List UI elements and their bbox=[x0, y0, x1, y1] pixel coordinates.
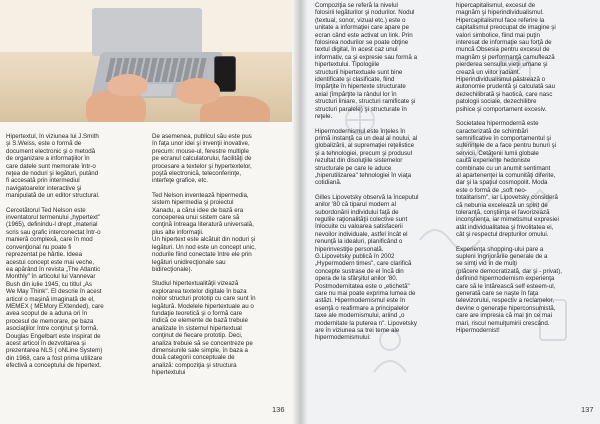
right-hand bbox=[176, 78, 220, 104]
page-number-right: 137 bbox=[581, 405, 594, 414]
paragraph: Compoziţia se referă la nivelul folosirii legăturilor şi nodurilor. Nodul (textual, sonor, vizual etc.) este o unitate a informaţiei care apare pe ecran când este activat un link. Prin folosirea nodurilor se poate obţine textul digital, în acest caz unul informativ, ca şi expresie sau formă a hipertextului. Tipologiile structurii hipertextuale sunt bine identificate şi clasificate, fiind împărţite în hipertexte structurate axial (împărţite la rândul lor în structuri liniare, structuri ramificate şi structuri paralele) şi structurate în reţele. bbox=[315, 2, 418, 121]
right-column-2 bbox=[456, 2, 592, 341]
laptop-photo bbox=[0, 0, 292, 122]
paragraph: Experienţa shopping-ului pare a supleni îngrijorările generale de a se simţi vid în de mulţi (plăcere democratizată, dar şi - privat), definind hipermodernism experienţa care să le întărească self esteem-ul, generată care se naşte în faţa televizorului, respectiv a reclamelor, devine o generaţie hiperconsumistă, care are impresia că mai ţin ce mai mari, riscul nemulţumirii crescând. Hipermodernist! bbox=[456, 245, 562, 335]
paragraph: Gilles Lipovetsky observă la începutul anilor '80 că tiparul modern al subordonării individului faţă de regulile raţionalităţii colective sunt înlocuite cu valoarea satisfacerii nevoilor individuale, astfel încât el renunţă la idealuri, planificând o hiperinvestiţie personală. G.Lipovetsky publică în 2002 „Hypermodern times", care clarifică concepte sustrase de el încă din opera de la sfârşitul anilor '80. Postmodernitatea este o „etichetă" care nu mai poate exprima lumea de astăzi. Hipermodernismul este în esenţă o reafirmare a principalelor taxe ale modernismului, ariind „o modernitate la puterea n". Lipovetsky are în viziunea sa trei teme ale hipermodernismului: bbox=[315, 193, 419, 342]
paragraph: Societatea hipermodernă este caracterizată de schimbări semnificative în comportamentul şi suferinţele de a face pentru bunuri şi servicii. Cetăţenii lumii globale caută experienţe hedoniste combinate cu un anumit sentimant al apartenenţei la comunităţi diferite, dar şi la spaţiul cosmopolit. Moda este o formă de „soft neo- totalitarism", iar Lipovetsky consideră că nebunia excelează un spirit de toleranţă, conştiinţa ei favorizează inconştienţa, iar mimetismul expresiei atât individualitatea şi frivolitatea ei, cât şi respectul drepturilor omului. bbox=[456, 120, 559, 239]
paragraph: hipercapitalismul, excesul de magnăm şi hiperindividualismul. Hipercapitalismul face referire la capitalismul preocupat de imagine şi valori simbolice, fiind mai puţin interesat de informaţie sau forţă de muncă Obsesia pentru excesul de magnăm şi performanţă camuflează pierderea sensului vieţii umane şi crează un viitor radiant. Hiperindividualismul păstrează o autonomie prudentă şi calculată sau dezechilibrată şi haotică, care nasc patologii sociale, dezechilibre psihice şi comportament excesiv. bbox=[456, 2, 556, 113]
paragraph: Studiul hipertextualităţii vizează explorarea textelor digitale în baza noilor structuri prototip cu care sunt în legătură. Modelele hipertextuale au o fundaţie teoretică şi o formă care indică ce elemente de bază trebuie analizate în sistemul hipertextual conţinut de fiecare prototip. Deci, analiza trebuie să se concentreze pe dimensiunile sale simple, în baza a două categorii conceptuale de analiză: compoziţia şi structura hipertextului bbox=[152, 280, 256, 377]
laptop-lid bbox=[92, 8, 202, 56]
left-column-1 bbox=[6, 133, 134, 377]
paragraph: De asemenea, publicul său este pus în faţa unor idei şi invenţii inovative, precum: mouse-ul, ferestre multiple pe ecranul calculatorului, facilităţi de procesare a textelor şi hypertextelor, poştă electronică, teleconferinţe, interfeţe grafice, etc. bbox=[152, 133, 252, 185]
paragraph: Ted Nelson inventează hipermedia, sistem hipermedia şi proiectul Xanadu, a cărui idee de bază era conceperea unui sistem care să conţină întreaga literatură universală, plus alte informaţii. Un hipertext este alcătuit din noduri şi legături. Un nod este un concept unic, nodurile fiind conectate între ele prin legături unidirecţionale sau bidirecţionale). bbox=[152, 191, 256, 273]
left-hand bbox=[108, 74, 148, 96]
left-column-2 bbox=[152, 133, 284, 384]
page-number-left: 136 bbox=[272, 405, 285, 414]
user-icon-body bbox=[374, 361, 406, 372]
paragraph: Hipertextul, în viziunea lui J.Smith şi S.Weiss, este o formă de document electronic şi o metodă de organizare a informaţiilor în care datele sunt memorate într-o reţea de noduri şi legături, putând fi accesată prin intermediul navigatoarelor interactive şi manipulată de un editor structural. bbox=[6, 133, 100, 200]
paragraph: Hipermodernismul este înţeles în primă instanţă ca un deal al noului, al globalizării, al supremaţiei reţelistice şi a tehnologiei, precum şi produsul rezultat din disoluţiile sistemelor structurale pe care le aduce „hiperutilizarea" tehnologiei în viaţa cotidiană. bbox=[315, 127, 418, 187]
right-column-1 bbox=[315, 2, 451, 349]
right-page bbox=[300, 0, 600, 424]
paragraph: Cercetătorul Ted Nelson este inventatorul termenului „hypertext" (1965), definindu-l drept „material scris sau grafic interconectat într-o manieră complexă, care în mod convenţional nu poate fi reprezentat pe hârtie. Ideea acestui concept este mai veche, ea apărând în revista „The Atlantic Monthly" în articolul lui Vannevar Bush din iulie 1945, cu titlul „As We May Think". El descrie în acest articol o maşină imaginată de el, MEMEX ( MEMory EXtended), care avea scopul de a aduna ori în procesul de memorare, pe baza asociaţiilor între conţinut şi formă. Douglas Engelbart este inspirat de acest articol în dezvoltarea şi prezentarea NLS ( oNLine System) din 1968, care a fost prima utilizare efectivă a conceptului de hipertext. bbox=[6, 206, 104, 370]
